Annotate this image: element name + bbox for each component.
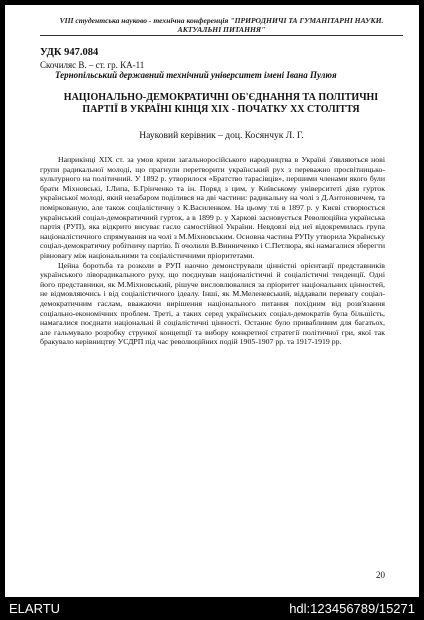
footer-handle: hdl:123456789/15271 bbox=[289, 601, 415, 616]
page-number: 20 bbox=[376, 570, 385, 580]
udk-code: УДК 947.084 bbox=[40, 47, 99, 58]
paragraph: Наприкінці XIX ст. за умов кризи загальноросійського народництва в Україні з'являються нові групи радикальної молоді, що прагнули перетворити український рух з переважно просвітницько-культурного на політичний. У 1892 р. утворилося «Братство тарасівців», першими членами якого були брати Міхновські, І.Липа, Б.Грінченко та ін. Поряд з цим, у Київському університеті діяв гурток української молоді, який незабаром поділився на дві частини: радикальну на чолі з Д.Антоновичем, та поміркованую, але також соціалістичну з К.Василенком. На цьому тлі в 1897 р. у Києві створюється український соціал-демократичний гурток, а в 1899 р. у Харкові засновується Революційна українська партія (РУП), яка відкрито висуває гасло самостійної України. Невдовзі від неї відокремилась група націоналістичного спрямування на чолі з М.Міхновським. Основна частина РУПу утворила Українську соціал-демократичну робітничу партію. Її очолили В.Винниченко і С.Петлюра, які намагалися зберегти рівновагу між національними та соціалістичними пріоритетами. bbox=[40, 155, 385, 260]
affiliation: Тернопільський державний технічний університет імені Івана Пулюя bbox=[55, 70, 337, 80]
header-divider bbox=[40, 35, 403, 36]
footer-bar bbox=[0, 598, 424, 620]
author-line: Скочиляс В. – ст. гр. КА-11 bbox=[40, 60, 145, 70]
paper-title: НАЦІОНАЛЬНО-ДЕМОКРАТИЧНІ ОБ'ЄДНАННЯ ТА ПОЛІТИЧНІ ПАРТІЇ В УКРАЇНІ КІНЦЯ XIX - ПОЧАТКУ XX СТОЛІТТЯ bbox=[63, 92, 379, 115]
document-page bbox=[5, 5, 419, 597]
body-text bbox=[40, 155, 385, 347]
supervisor-line: Науковий керівник – доц. Косянчук Л. Г. bbox=[139, 131, 304, 141]
footer-repository-name: ELARTU bbox=[9, 601, 61, 616]
paragraph: Цейна боротьба та розколи в РУП наочно демонстрували цінністні орієнтації представників українського ліворадикального руху, що поєднував націоналістичні й соціалістичні тенденції. Одні його представники, як М.Міхновський, рішуче висловлювалися за пріоритет національних цінностей, не відмовляючись і від соціалістичного ідеалу. Інші, як М.Меленевський, віддавали перевагу соціал-демократичним гаслам, вважаючи вирішення національного питання похідним від розв'язання соціально-економічних проблем. Треті, а таких серед українських соціал-демократів була більшість, намагалися поєднати національні й соціалістичні цінності. Останнє було привабливим для багатьох, але гальмувало розробку стрункої концепції та вибору конкретної стратегії політичної гри, якої так бракувало керівництву УСДРП під час революційних подій 1905-1907 рр. та 1917-1919 рр. bbox=[40, 260, 385, 347]
conference-header: VIII студентська науково - технічна конференція "ПРИРОДНИЧІ ТА ГУМАНІТАРНІ НАУКИ. АКТУАЛЬНІ ПИТАННЯ" bbox=[59, 16, 384, 34]
